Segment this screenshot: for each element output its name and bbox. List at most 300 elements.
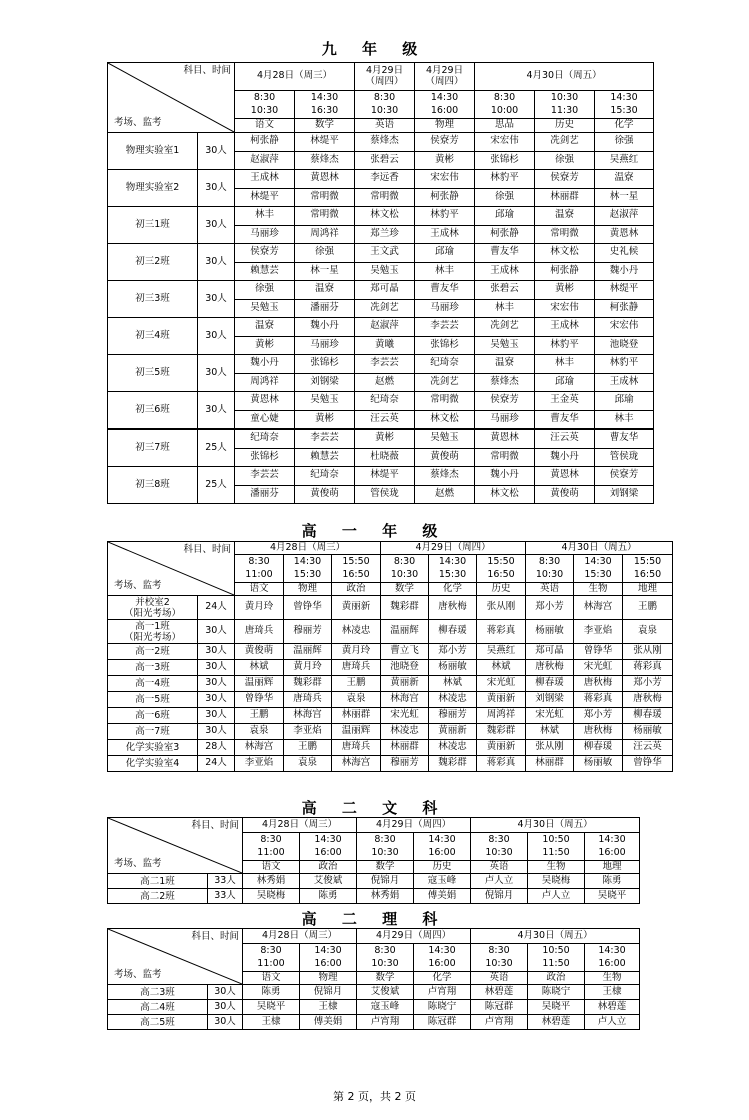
- end-time: 16:30: [310, 105, 339, 116]
- proctor-name: 王鹏: [284, 740, 332, 756]
- proctor-name: 史礼候: [609, 246, 639, 258]
- start-time: 14:30: [584, 556, 612, 567]
- time-cell: [528, 833, 585, 861]
- start-time: 10:30: [550, 92, 579, 103]
- start-time: 8:30: [538, 556, 561, 567]
- proctor-name: 宋宏伟: [535, 299, 594, 318]
- proctor-name: 温丽辉: [284, 644, 332, 660]
- table-row: [108, 207, 654, 244]
- table-row: [108, 1015, 640, 1030]
- time-cell: [477, 555, 526, 583]
- subject-time-label: 科目、时间: [183, 65, 231, 76]
- grade11-arts-schedule-table: [107, 817, 640, 904]
- date-header: 4月28日（周三）: [243, 929, 357, 944]
- proctor-cell: [235, 133, 295, 170]
- proctor-name: 柳春瑗: [623, 708, 673, 724]
- student-count: 30人: [198, 692, 235, 708]
- proctor-name: 黄丽新: [381, 676, 429, 692]
- student-count: 30人: [198, 170, 235, 207]
- proctor-name: 艾俊斌: [357, 985, 414, 1000]
- proctor-cell: [415, 281, 475, 318]
- proctor-name: 黄彬: [375, 432, 395, 444]
- proctor-name: 郑可晶: [526, 644, 574, 660]
- proctor-name: 魏小丹: [535, 448, 594, 467]
- table-row: [108, 170, 654, 207]
- table-row: [108, 985, 640, 1000]
- table-row: [108, 281, 654, 318]
- proctor-name: 黄月玲: [235, 596, 284, 620]
- end-time: 11:50: [542, 958, 570, 969]
- time-cell: [528, 944, 585, 972]
- time-cell: [235, 91, 295, 119]
- time-cell: [235, 555, 284, 583]
- proctor-name: 管侯珑: [595, 448, 653, 467]
- subject-header: 地理: [623, 583, 673, 596]
- proctor-name: 曾铮华: [574, 644, 623, 660]
- student-count: 24人: [198, 596, 235, 620]
- proctor-name: 曾铮华: [235, 692, 284, 708]
- proctor-cell: [415, 318, 475, 355]
- student-count: 30人: [198, 281, 235, 318]
- proctor-cell: [295, 207, 355, 244]
- proctor-cell: [535, 318, 595, 355]
- proctor-name: 魏彩群: [477, 724, 526, 740]
- student-count: 25人: [198, 467, 235, 504]
- proctor-name: 张从刚: [526, 740, 574, 756]
- end-time: 11:00: [257, 847, 285, 858]
- start-time: 8:30: [374, 834, 396, 845]
- start-time: 14:30: [428, 834, 456, 845]
- proctor-name: 吴晓平: [528, 1000, 585, 1015]
- proctor-name: 魏彩群: [284, 676, 332, 692]
- proctor-name: 吴勉玉: [355, 262, 414, 281]
- student-count: 24人: [198, 756, 235, 772]
- proctor-name: 林斌: [429, 676, 477, 692]
- proctor-name: 林碧莲: [471, 985, 528, 1000]
- diagonal-header-cell: [108, 929, 243, 985]
- proctor-name: 林斌: [477, 660, 526, 676]
- subject-header: 物理: [300, 972, 357, 985]
- subject-header: 英语: [526, 583, 574, 596]
- proctor-name: 温丽辉: [381, 620, 429, 644]
- proctor-name: 唐秋梅: [526, 660, 574, 676]
- time-cell: [355, 91, 415, 119]
- table-row: [108, 660, 673, 676]
- proctor-name: 冼剑艺: [415, 373, 474, 392]
- proctor-name: 黄恩林: [595, 225, 653, 244]
- proctor-name: 寇玉峰: [357, 1000, 414, 1015]
- proctor-name: 吴晓平: [243, 1000, 300, 1015]
- exam-room: 高二3班: [108, 985, 208, 1000]
- proctor-name: 吴勉玉: [430, 432, 459, 444]
- proctor-name: 侯寮芳: [550, 172, 579, 184]
- time-cell: [471, 944, 528, 972]
- proctor-name: 宋光虹: [526, 708, 574, 724]
- proctor-name: 黄彬: [295, 410, 354, 429]
- student-count: 30人: [198, 244, 235, 281]
- proctor-cell: [535, 170, 595, 207]
- proctor-name: 邱瑜: [435, 246, 455, 258]
- proctor-name: 黄月玲: [332, 644, 381, 660]
- end-time: 16:00: [430, 105, 459, 116]
- proctor-name: 林碧莲: [585, 1000, 640, 1015]
- proctor-name: 黄恩林: [490, 432, 519, 444]
- proctor-name: 李亚焰: [235, 756, 284, 772]
- subject-header: 化学: [429, 583, 477, 596]
- student-count: 30人: [198, 724, 235, 740]
- proctor-cell: [595, 355, 654, 392]
- exam-room: 初三3班: [108, 281, 198, 318]
- grade10-schedule-table: [107, 541, 673, 772]
- subject-header: 数学: [381, 583, 429, 596]
- proctor-name: 吴勉玉: [235, 299, 294, 318]
- proctor-name: 曹友华: [490, 246, 519, 258]
- proctor-cell: [355, 392, 415, 430]
- diagonal-header-cell: [108, 818, 243, 874]
- exam-room: 物理实验室1: [108, 133, 198, 170]
- end-time: 10:30: [485, 958, 513, 969]
- proctor-name: 黄俊萌: [295, 485, 354, 504]
- subject-time-label: 科目、时间: [191, 820, 239, 831]
- table-row: [108, 392, 654, 430]
- proctor-name: 汪云英: [550, 432, 579, 444]
- proctor-name: 蒋彩真: [574, 692, 623, 708]
- proctor-name: 唐琦兵: [284, 692, 332, 708]
- proctor-cell: [595, 318, 654, 355]
- proctor-cell: [295, 355, 355, 392]
- proctor-name: 常明微: [475, 448, 534, 467]
- proctor-cell: [475, 355, 535, 392]
- proctor-cell: [595, 392, 654, 430]
- diagonal-header-cell: [108, 63, 235, 133]
- proctor-name: 黄彬: [235, 336, 294, 355]
- proctor-name: 李芸芸: [430, 320, 459, 332]
- grade11-science-title: 高 二 理 科: [301, 910, 448, 928]
- proctor-name: 王成林: [595, 373, 653, 392]
- proctor-name: 黄月玲: [284, 660, 332, 676]
- student-count: 30人: [208, 1015, 243, 1030]
- proctor-name: 黄恩林: [250, 394, 279, 406]
- time-cell: [284, 555, 332, 583]
- subject-header: 语文: [235, 583, 284, 596]
- proctor-name: 郑小芳: [526, 596, 574, 620]
- student-count: 30人: [208, 1000, 243, 1015]
- student-count: 30人: [198, 318, 235, 355]
- table-row: [108, 620, 673, 644]
- table-row: [108, 1000, 640, 1015]
- proctor-cell: [595, 467, 654, 504]
- proctor-cell: [475, 429, 535, 467]
- time-cell: [415, 91, 475, 119]
- date-header: 4月28日（周三）: [235, 63, 355, 91]
- proctor-cell: [355, 281, 415, 318]
- proctor-name: 倪锦月: [300, 985, 357, 1000]
- subject-header: 生物: [585, 972, 640, 985]
- proctor-name: 李远香: [370, 172, 399, 184]
- subject-header: 英语: [471, 972, 528, 985]
- proctor-name: 马丽珍: [415, 299, 474, 318]
- proctor-name: 周鸿祥: [235, 373, 294, 392]
- end-time: 11:00: [257, 958, 285, 969]
- start-time: 8:30: [488, 945, 510, 956]
- start-time: 8:30: [248, 556, 270, 567]
- proctor-cell: [355, 467, 415, 504]
- exam-room: 初三6班: [108, 392, 198, 430]
- proctor-name: 张碧云: [355, 151, 414, 170]
- proctor-name: 宋光虹: [574, 660, 623, 676]
- end-time: 16:50: [633, 569, 662, 580]
- date-header: 4月30日（周五）: [526, 542, 673, 555]
- proctor-name: 王成林: [250, 172, 279, 184]
- proctor-cell: [235, 392, 295, 430]
- student-count: 30人: [198, 644, 235, 660]
- proctor-name: 柯张静: [250, 135, 279, 147]
- end-time: 15:30: [293, 569, 322, 580]
- exam-room: 并校室2 （阳光考场）: [108, 596, 198, 620]
- table-row: [108, 676, 673, 692]
- proctor-cell: [355, 170, 415, 207]
- proctor-name: 柯张静: [535, 262, 594, 281]
- proctor-cell: [535, 133, 595, 170]
- exam-room: 初三7班: [108, 429, 198, 467]
- proctor-name: 王鹏: [623, 596, 673, 620]
- proctor-name: 冼剑艺: [355, 299, 414, 318]
- proctor-name: 柳春瑗: [429, 620, 477, 644]
- proctor-name: 林文松: [370, 209, 399, 221]
- proctor-name: 柳春瑗: [574, 740, 623, 756]
- proctor-name: 陈勇: [300, 889, 357, 904]
- time-cell: [526, 555, 574, 583]
- proctor-name: 纪琦奈: [430, 357, 459, 369]
- proctor-name: 赵淑萍: [235, 151, 294, 170]
- end-time: 15:30: [584, 569, 612, 580]
- room-proctor-label: 考场、监考: [114, 580, 162, 592]
- proctor-cell: [475, 170, 535, 207]
- exam-room: 高一5班: [108, 692, 198, 708]
- proctor-name: 温寮: [254, 320, 274, 332]
- exam-room: 高二2班: [108, 889, 208, 904]
- room-proctor-label: 考场、监考: [114, 858, 162, 870]
- student-count: 33人: [208, 874, 243, 889]
- start-time: 14:30: [428, 945, 456, 956]
- proctor-name: 王棣: [243, 1015, 300, 1030]
- proctor-name: 刘钢梁: [595, 485, 653, 504]
- proctor-cell: [475, 281, 535, 318]
- student-count: 30人: [208, 985, 243, 1000]
- proctor-cell: [295, 467, 355, 504]
- end-time: 10:30: [535, 569, 564, 580]
- proctor-cell: [355, 429, 415, 467]
- proctor-cell: [355, 318, 415, 355]
- time-cell: [357, 833, 414, 861]
- time-cell: [243, 944, 300, 972]
- end-time: 10:30: [390, 569, 419, 580]
- proctor-name: 刘钢梁: [295, 373, 354, 392]
- exam-room: 高一1班 （阳光考场）: [108, 620, 198, 644]
- proctor-name: 吴晓梅: [528, 874, 585, 889]
- exam-room: 高一6班: [108, 708, 198, 724]
- proctor-name: 宋宏伟: [609, 320, 639, 332]
- proctor-name: 林海宫: [332, 756, 381, 772]
- proctor-cell: [415, 207, 475, 244]
- start-time: 10:50: [542, 945, 570, 956]
- table-row: [108, 724, 673, 740]
- date-header: 4月29日（周四）: [381, 542, 526, 555]
- proctor-name: 林海宫: [235, 740, 284, 756]
- start-time: 14:30: [310, 92, 339, 103]
- proctor-name: 郑小芳: [574, 708, 623, 724]
- proctor-name: 林海宫: [574, 596, 623, 620]
- proctor-name: 陈晓宁: [528, 985, 585, 1000]
- proctor-name: 林文松: [475, 485, 534, 504]
- proctor-name: 吴燕红: [595, 151, 653, 170]
- proctor-name: 纪琦奈: [370, 394, 399, 406]
- end-time: 10:30: [370, 105, 399, 116]
- proctor-name: 蔡烽杰: [295, 151, 354, 170]
- proctor-cell: [295, 392, 355, 430]
- proctor-name: 林斌: [526, 724, 574, 740]
- proctor-name: 常明微: [355, 188, 414, 207]
- proctor-name: 常明微: [310, 209, 339, 221]
- proctor-name: 郑兰珍: [355, 225, 414, 244]
- subject-header: 地理: [585, 861, 640, 874]
- time-cell: [623, 555, 673, 583]
- time-cell: [429, 555, 477, 583]
- proctor-name: 林凌忠: [429, 740, 477, 756]
- proctor-name: 林丽群: [332, 708, 381, 724]
- proctor-name: 刘钢梁: [526, 692, 574, 708]
- proctor-name: 张从刚: [477, 596, 526, 620]
- subject-time-label: 科目、时间: [191, 931, 239, 942]
- proctor-name: 林豹平: [535, 336, 594, 355]
- table-row: [108, 318, 654, 355]
- proctor-cell: [415, 244, 475, 281]
- student-count: 28人: [198, 740, 235, 756]
- exam-room: 高二5班: [108, 1015, 208, 1030]
- proctor-name: 穆丽芳: [429, 708, 477, 724]
- proctor-name: 杜晓薇: [355, 448, 414, 467]
- table-row: [108, 596, 673, 620]
- date-header: 4月30日（周五）: [471, 929, 640, 944]
- proctor-name: 卢宵翔: [471, 1015, 528, 1030]
- proctor-name: 傅美娟: [414, 889, 471, 904]
- exam-room: 化学实验室4: [108, 756, 198, 772]
- proctor-name: 陈冠群: [414, 1015, 471, 1030]
- proctor-cell: [295, 133, 355, 170]
- proctor-name: 李亚焰: [574, 620, 623, 644]
- proctor-name: 吴燕红: [477, 644, 526, 660]
- proctor-cell: [535, 281, 595, 318]
- proctor-name: 林斌: [235, 660, 284, 676]
- proctor-name: 常明微: [295, 188, 354, 207]
- proctor-name: 侯寮芳: [609, 469, 639, 481]
- proctor-name: 柯张静: [475, 225, 534, 244]
- proctor-cell: [235, 207, 295, 244]
- proctor-name: 徐强: [254, 283, 274, 295]
- diagonal-header-cell: [108, 542, 235, 596]
- table-row: [108, 355, 654, 392]
- student-count: 33人: [208, 889, 243, 904]
- proctor-name: 温寮: [495, 357, 515, 369]
- proctor-name: 倪锦月: [357, 874, 414, 889]
- proctor-name: 林丽群: [535, 188, 594, 207]
- proctor-name: 黄丽新: [429, 724, 477, 740]
- start-time: 15:50: [633, 556, 662, 567]
- proctor-name: 宋光虹: [477, 676, 526, 692]
- date-header: 4月29日（周四）: [357, 818, 471, 833]
- date-header: 4月28日（周三）: [243, 818, 357, 833]
- start-time: 8:30: [260, 834, 282, 845]
- proctor-name: 林丰: [595, 410, 653, 429]
- exam-room: 高一3班: [108, 660, 198, 676]
- exam-room: 初三1班: [108, 207, 198, 244]
- student-count: 30人: [198, 708, 235, 724]
- subject-header: 政治: [528, 972, 585, 985]
- grade11-science-schedule-table: [107, 928, 640, 1030]
- proctor-name: 林秀娟: [243, 874, 300, 889]
- student-count: 30人: [198, 620, 235, 644]
- time-cell: [295, 91, 355, 119]
- proctor-name: 张锦杉: [235, 448, 294, 467]
- time-cell: [475, 91, 535, 119]
- proctor-name: 林海宫: [284, 708, 332, 724]
- start-time: 14:30: [598, 945, 626, 956]
- proctor-cell: [475, 207, 535, 244]
- proctor-name: 蒋彩真: [477, 620, 526, 644]
- proctor-name: 杨丽敏: [623, 724, 673, 740]
- subject-header: 生物: [574, 583, 623, 596]
- end-time: 10:30: [250, 105, 279, 116]
- start-time: 8:30: [488, 834, 510, 845]
- proctor-name: 潘丽芬: [235, 485, 294, 504]
- exam-room: 初三4班: [108, 318, 198, 355]
- proctor-name: 汪云英: [623, 740, 673, 756]
- proctor-name: 王文武: [370, 246, 399, 258]
- end-time: 15:30: [438, 569, 467, 580]
- time-cell: [585, 833, 640, 861]
- subject-header: 化学: [595, 119, 654, 133]
- proctor-name: 王棣: [585, 985, 640, 1000]
- proctor-cell: [295, 244, 355, 281]
- proctor-name: 林一星: [595, 188, 653, 207]
- proctor-name: 林缇平: [370, 469, 399, 481]
- start-time: 8:30: [374, 945, 396, 956]
- start-time: 14:30: [430, 92, 459, 103]
- proctor-name: 柯张静: [595, 299, 653, 318]
- table-row: [108, 644, 673, 660]
- proctor-name: 温寮: [614, 172, 634, 184]
- time-cell: [574, 555, 623, 583]
- proctor-cell: [235, 355, 295, 392]
- time-cell: [414, 833, 471, 861]
- start-time: 15:50: [487, 556, 515, 567]
- proctor-name: 王金英: [550, 394, 579, 406]
- proctor-name: 赵淑萍: [370, 320, 399, 332]
- table-row: [108, 740, 673, 756]
- exam-room: 初三8班: [108, 467, 198, 504]
- proctor-name: 宋光虹: [381, 708, 429, 724]
- subject-header: 化学: [414, 972, 471, 985]
- proctor-name: 张锦杉: [310, 357, 339, 369]
- proctor-name: 王成林: [475, 262, 534, 281]
- proctor-name: 蒋彩真: [477, 756, 526, 772]
- proctor-cell: [415, 133, 475, 170]
- end-time: 11:30: [550, 105, 579, 116]
- exam-room: 化学实验室3: [108, 740, 198, 756]
- proctor-cell: [475, 467, 535, 504]
- proctor-name: 林碧莲: [528, 1015, 585, 1030]
- grade11-arts-title: 高 二 文 科: [301, 799, 448, 817]
